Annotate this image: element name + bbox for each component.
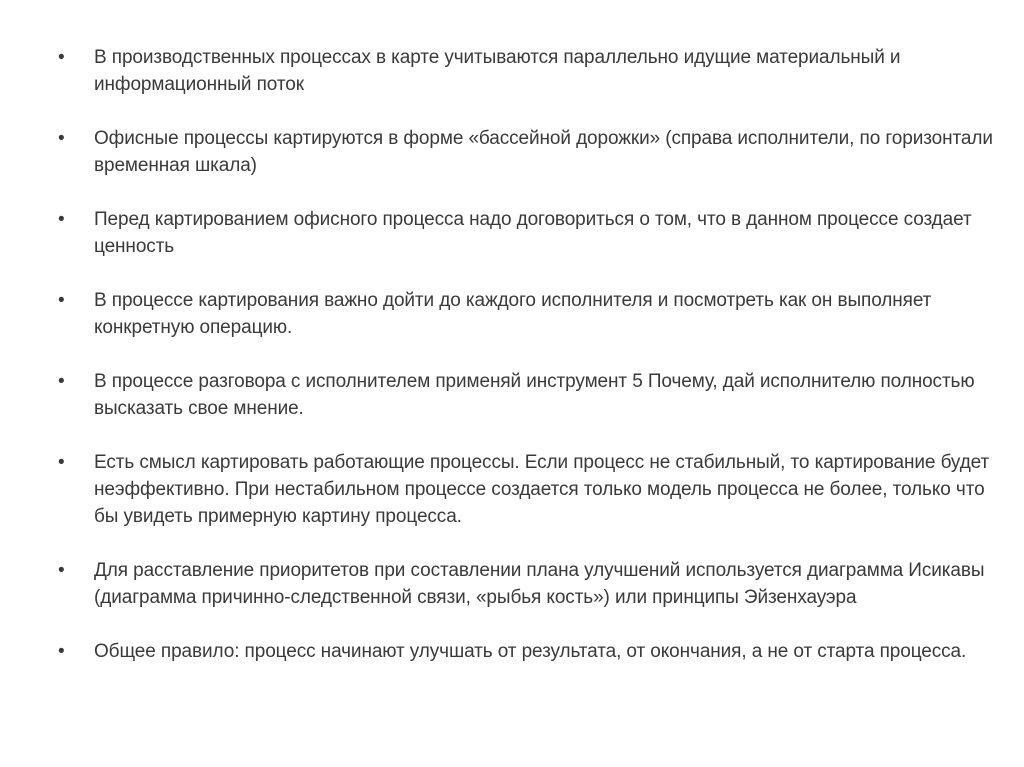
bullet-icon: •	[58, 452, 65, 473]
bullet-text: В производственных процессах в карте учитываются параллельно идущие материальный и информационный поток	[94, 47, 901, 95]
bullet-text: Общее правило: процесс начинают улучшать от результата, от окончания, а не от старта процесса.	[94, 641, 967, 662]
bullet-item	[58, 557, 998, 611]
bullet-text: Для расставление приоритетов при составлении плана улучшений используется диаграмма Исикавы (диаграмма причинно-следственной связи, «рыбья кость») или принципы Эйзенхауэра	[94, 560, 985, 608]
bullet-item	[58, 206, 998, 260]
bullet-icon: •	[58, 128, 65, 149]
bullet-icon: •	[58, 209, 65, 230]
bullet-icon: •	[58, 47, 65, 68]
bullet-icon: •	[58, 560, 65, 581]
bullet-text: Офисные процессы картируются в форме «бассейной дорожки» (справа исполнители, по горизонтали временная шкала)	[94, 128, 993, 176]
bullet-item	[58, 44, 998, 98]
bullet-text: В процессе разговора с исполнителем применяй инструмент 5 Почему, дай исполнителю полностью высказать свое мнение.	[94, 371, 975, 419]
bullet-text: Перед картированием офисного процесса надо договориться о том, что в данном процессе создает ценность	[94, 209, 972, 257]
bullet-item	[58, 368, 998, 422]
bullet-text: Есть смысл картировать работающие процессы. Если процесс не стабильный, то картирование будет неэффективно. При нестабильном процессе создается только модель процесса не более, только что бы увидеть примерную картину процесса.	[94, 452, 990, 527]
bullet-item	[58, 287, 998, 341]
bullet-item	[58, 449, 998, 530]
bullet-icon: •	[58, 371, 65, 392]
bullet-icon: •	[58, 290, 65, 311]
bullet-list	[58, 44, 998, 665]
bullet-item	[58, 638, 998, 665]
bullet-icon: •	[58, 641, 65, 662]
bullet-item	[58, 125, 998, 179]
bullet-text: В процессе картирования важно дойти до каждого исполнителя и посмотреть как он выполняет конкретную операцию.	[94, 290, 932, 338]
